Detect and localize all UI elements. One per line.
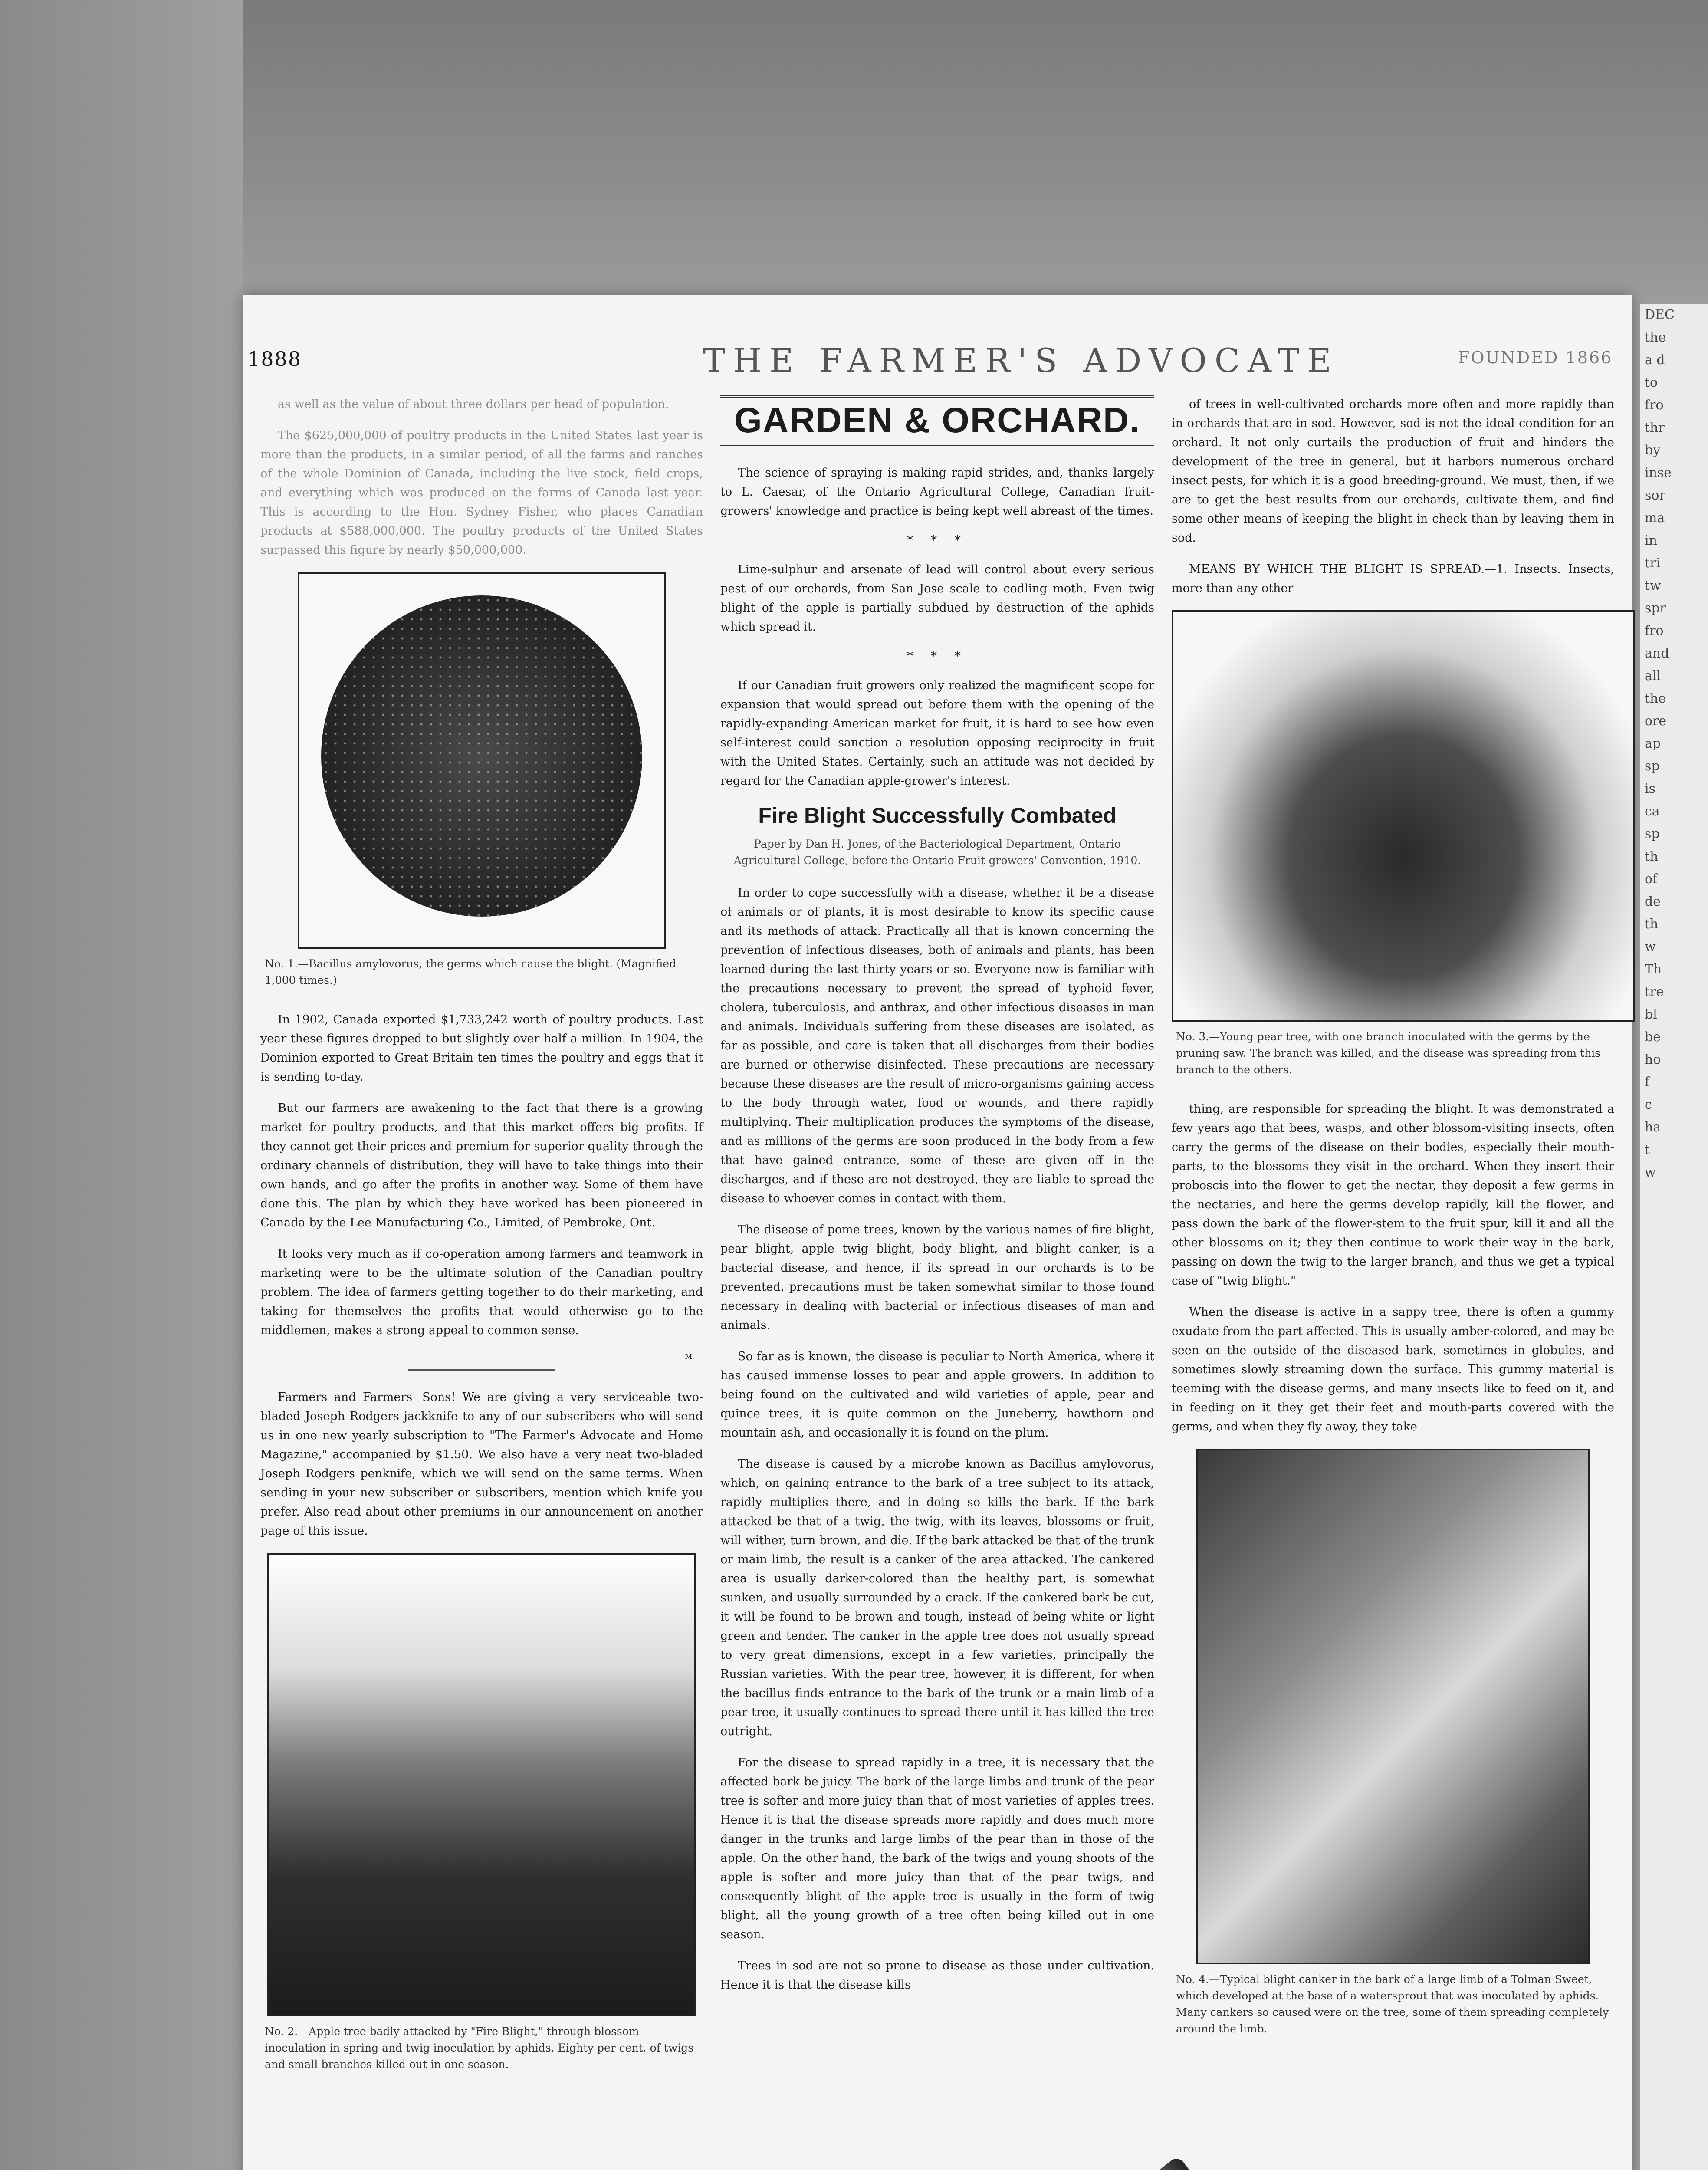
right-intro-paragraph: MEANS BY WHICH THE BLIGHT IS SPREAD.—1. Insects. Insects, more than any other <box>1172 562 1614 595</box>
newspaper-page <box>243 295 1632 2170</box>
page-number: 1888 <box>247 347 302 371</box>
middle-intro-paragraph: If our Canadian fruit growers only realized the magnificent scope for expansion that would spread out before them with the opening of the rapidly-expanding American market for fruit, it is hard to see how even self-interest could sanction a resolution opposing reciprocity in fruit with the United States. Certainly, such an attitude was not decided by regard for the Canadian apple-grower's interest. <box>720 679 1154 788</box>
adjacent-page-text-fragment: fro <box>1645 398 1664 413</box>
adjacent-page-text-fragment: a d <box>1645 352 1665 368</box>
right-column <box>1172 395 1614 2059</box>
figure-2-caption: No. 2.—Apple tree badly attacked by "Fire Blight," through blossom inoculation in spring and twig inoculation by aphids. Eighty per cent. of twigs and small branches killed out in one season. <box>265 2025 694 2071</box>
adjacent-page-text-fragment: sor <box>1645 488 1665 503</box>
adjacent-page-text-fragment: in <box>1645 533 1657 548</box>
adjacent-page-text-fragment: fro <box>1645 623 1664 638</box>
figure-3-pear-tree-photo <box>1172 610 1635 1022</box>
adjacent-page-text-fragment: is <box>1645 781 1655 796</box>
masthead: THE FARMER'S ADVOCATE <box>703 341 1339 380</box>
author-signature: M. <box>685 1352 694 1361</box>
adjacent-page-text-fragment: be <box>1645 1029 1661 1045</box>
adjacent-page-text-fragment: ho <box>1645 1052 1661 1067</box>
figure-3-caption: No. 3.—Young pear tree, with one branch inoculated with the germs by the pruning saw. The branch was killed, and the disease was spreading from this branch to the others. <box>1176 1030 1601 1076</box>
article-paragraph: The disease of pome trees, known by the various names of fire blight, pear blight, apple twig blight, body blight, and blight canker, is a bacterial disease, and hence, if its spread in our orchards is to be prevented, precautions must be taken somewhat similar to those found necessary in dealing with bacterial or infectious diseases of man and animals. <box>720 1223 1154 1332</box>
adjacent-page-text-fragment: DEC <box>1645 307 1675 322</box>
adjacent-page-text-fragment: Th <box>1645 962 1662 977</box>
adjacent-page-text-fragment: ma <box>1645 510 1665 526</box>
figure-1-caption: No. 1.—Bacillus amylovorus, the germs which cause the blight. (Magnified 1,000 times.) <box>265 957 677 986</box>
adjacent-page-fragment <box>1640 304 1708 2170</box>
separator-stars: * * * <box>907 649 968 663</box>
left-column <box>260 395 703 2094</box>
bacteria-dots <box>321 595 642 917</box>
adjacent-page-text-fragment: ap <box>1645 736 1661 751</box>
adjacent-page-text-fragment: th <box>1645 849 1659 864</box>
adjacent-page-text-fragment: tw <box>1645 578 1661 593</box>
left-body-paragraph: It looks very much as if co-operation among farmers and teamwork in marketing were to be the ultimate solution of the Canadian poultry problem. The idea of farmers getting together to do their marketing, and taking for themselves the profits that would otherwise go to the middlemen, makes a strong appeal to common sense. <box>260 1247 703 1337</box>
adjacent-page-text-fragment: ha <box>1645 1120 1661 1135</box>
adjacent-page-text-fragment: ore <box>1645 713 1667 729</box>
adjacent-page-text-fragment: c <box>1645 1097 1652 1112</box>
adjacent-page-text-fragment: and <box>1645 646 1669 661</box>
adjacent-page-text-fragment: all <box>1645 668 1661 684</box>
article-paragraph: Trees in sod are not so prone to disease as those under cultivation. Hence it is that the disease kills <box>720 1959 1154 1992</box>
figure-4-caption: No. 4.—Typical blight canker in the bark of a large limb of a Tolman Sweet, which developed at the base of a watersprout that was inoculated by aphids. Many cankers so caused were on the tree, some of them spreading completely around the limb. <box>1176 1973 1609 2035</box>
adjacent-page-text-fragment: de <box>1645 894 1661 909</box>
adjacent-page-text-fragment: inse <box>1645 465 1672 480</box>
right-body-paragraph: When the disease is active in a sappy tree, there is often a gummy exudate from the part affected. This is usually amber-colored, and may be seen on the outside of the diseased bark, sometimes in globules, and sometimes slowly streaming down the surface. This gummy material is teeming with the disease germs, and many insects like to feed on it, and in feeding on it they get their feet and mouth-parts covered with the germs, and when they fly away, they take <box>1172 1305 1614 1434</box>
adjacent-page-text-fragment: thr <box>1645 420 1665 435</box>
right-body-paragraph: thing, are responsible for spreading the blight. It was demonstrated a few years ago that bees, wasps, and other blossom-visiting insects, often carry the germs of the disease on their bodies, especially their mouth-parts, to the blossoms they visit in the orchard. When they insert their proboscis into the flower to get the nectar, they deposit a few germs in the nectaries, and here the germs develop rapidly, kill the flower, and pass down the bark of the flower-stem to the fruit spur, kill it and all the other blossoms on it; they then continue to work their way in the bark, passing on down the twig to the larger branch, and thus we get a typical case of "twig blight." <box>1172 1102 1614 1288</box>
adjacent-page-text-fragment: w <box>1645 1165 1656 1180</box>
adjacent-page-text-fragment: spr <box>1645 601 1666 616</box>
adjacent-page-text-fragment: sp <box>1645 759 1660 774</box>
article-paragraph: In order to cope successfully with a disease, whether it be a disease of animals or of plants, it is most desirable to know its specific cause and its methods of attack. Practically all that is known concerning the prevention of infectious diseases, both of animals and plants, has been learned during the last thirty years or so. Everyone now is familiar with the precautions necessary to prevent the spread of typhoid fever, cholera, tuberculosis, and anthrax, and other infectious diseases in man and animals. Individuals suffering from these diseases are isolated, as far as possible, and care is taken that all discharges from their bodies are burned or otherwise disinfected. These precautions are necessary because these diseases are the result of micro-organisms gaining access to the body through water, food or wounds, and there rapidly multiplying. Their multiplication produces the symptoms of the disease, and as millions of the germs are soon produced in the body from a few that have gained entrance, some of these are given off in the discharges, and if these are not destroyed, they are liable to spread the disease to whoever comes in contact with them. <box>720 886 1154 1205</box>
adjacent-page-text-fragment: of <box>1645 871 1658 887</box>
premium-paragraph: Farmers and Farmers' Sons! We are giving a very serviceable two-bladed Joseph Rodgers jackknife to any of our subscribers who will send us in one new yearly subscription to "The Farmer's Advocate and Home Magazine," accompanied by $1.50. We also have a very neat two-bladed Joseph Rodgers penknife, which we will send on the same terms. When sending in your new subscriber or subscribers, mention which knife you prefer. Also read about other premiums in our announcement on another page of this issue. <box>260 1391 703 1538</box>
figure-4-canker-photo <box>1196 1449 1590 1964</box>
adjacent-page-text-fragment: ca <box>1645 804 1660 819</box>
left-intro-paragraph: The $625,000,000 of poultry products in the United States last year is more than the products, in a similar period, of all the farms and ranches of the whole Dominion of Canada, including the live stock, field crops, and everything which was produced on the farms of Canada last year. This is according to the Hon. Sydney Fisher, who places Canadian products at $588,000,000. The poultry products of the United States surpassed this figure by nearly $50,000,000. <box>260 429 703 557</box>
adjacent-page-text-fragment: w <box>1645 939 1656 954</box>
article-byline: Paper by Dan H. Jones, of the Bacteriological Department, Ontario Agricultural College, before the Ontario Fruit-growers' Convention, 1910. <box>733 838 1141 867</box>
dateline: FOUNDED 1866 <box>1458 348 1613 367</box>
section-title-garden-orchard: GARDEN & ORCHARD. <box>720 395 1154 446</box>
adjacent-page-text-fragment: sp <box>1645 826 1660 842</box>
scan-shadow-top <box>0 0 1708 304</box>
separator-stars: * * * <box>907 533 968 547</box>
article-paragraph: For the disease to spread rapidly in a tree, it is necessary that the affected bark be juicy. The bark of the large limbs and trunk of the pear tree is softer and more juicy than that of most varieties of apples trees. Hence it is that the disease spreads more rapidly and does much more danger in the trunks and large limbs of the pear than in those of the apple. On the other hand, the bark of the twigs and young shoots of the apple is softer and more juicy than that of the pear twigs, and consequently blight of the apple tree is usually in the form of twig blight, all the young growth of a tree often being killed out in one season. <box>720 1756 1154 1941</box>
middle-column <box>720 395 1154 2007</box>
adjacent-page-text-fragment: bl <box>1645 1007 1657 1022</box>
article-title-fire-blight: Fire Blight Successfully Combated <box>758 803 1117 828</box>
section-rule <box>408 1369 555 1371</box>
article-paragraph: So far as is known, the disease is peculiar to North America, where it has caused immense losses to pear and apple growers. In addition to being found on the cultivated and wild varieties of apple, pear and quince trees, it is quite common on the Juneberry, hawthorn and mountain ash, and occasionally it is found on the plum. <box>720 1350 1154 1440</box>
right-intro-paragraph: of trees in well-cultivated orchards more often and more rapidly than in orchards that are in sod. However, sod is not the ideal condition for an orchard. It not only curtails the production of fruit and hinders the development of the tree in general, but it harbors numerous orchard insect pests, for which it is a good breeding-ground. We must, then, if we are to get the best results from our orchards, cultivate them, and find some other means of keeping the blight in check than by leaving them in sod. <box>1172 398 1614 545</box>
left-intro-paragraph: as well as the value of about three dollars per head of population. <box>278 398 669 411</box>
middle-intro-paragraph: Lime-sulphur and arsenate of lead will control about every serious pest of our orchards, from San Jose scale to codling moth. Even twig blight of the apple is partially subdued by destruction of the aphids which spread it. <box>720 563 1154 634</box>
adjacent-page-text-fragment: f <box>1645 1075 1650 1090</box>
adjacent-page-text-fragment: t <box>1645 1142 1650 1157</box>
figure-2-apple-tree-photo <box>267 1553 696 2016</box>
page-header <box>243 339 1632 386</box>
article-paragraph: The disease is caused by a microbe known as Bacillus amylovorus, which, on gaining entrance to the bark of a tree subject to its attack, rapidly multiplies there, and in doing so kills the bark. If the bark attacked be that of a twig, the twig, with its leaves, blossoms or fruit, will wither, turn brown, and die. If the bark attacked be that of the trunk or main limb, the result is a canker of the area attacked. The cankered area is usually darker-colored than the healthy part, is somewhat sunken, and usually surrounded by a crack. If the cankered bark be cut, it will be found to be brown and tough, instead of being white or light green and tender. The canker in the apple tree does not usually spread to very great dimensions, except in a few varieties, principally the Russian varieties. With the pear tree, however, it is different, for when the bacillus finds entrance to the bark of the trunk or a main limb of a pear tree, it usually continues to spread there until it has killed the tree outright. <box>720 1457 1154 1738</box>
adjacent-page-text-fragment: tri <box>1645 556 1660 571</box>
adjacent-page-text-fragment: to <box>1645 375 1658 390</box>
left-body-paragraph: In 1902, Canada exported $1,733,242 worth of poultry products. Last year these figures dropped to but slightly over half a million. In 1904, the Dominion exported to Great Britain ten times the poultry and eggs that it is sending to-day. <box>260 1013 703 1084</box>
adjacent-page-text-fragment: by <box>1645 443 1661 458</box>
adjacent-page-text-fragment: tre <box>1645 984 1664 1000</box>
adjacent-page-text-fragment: the <box>1645 330 1666 345</box>
adjacent-page-text-fragment: the <box>1645 691 1666 706</box>
left-body-paragraph: But our farmers are awakening to the fact that there is a growing market for poultry products, and that this market offers big profits. If they cannot get their prices and premium for superior quality through the ordinary channels of distribution, they will have to take things into their own hands, and go after the profits in another way. Some of them have done this. The plan by which they have worked has been pioneered in Canada by the Lee Manufacturing Co., Limited, of Pembroke, Ont. <box>260 1101 703 1230</box>
adjacent-page-text-fragment: th <box>1645 917 1659 932</box>
figure-1-bacillus-photo <box>298 572 666 949</box>
middle-intro-paragraph: The science of spraying is making rapid strides, and, thanks largely to L. Caesar, of the Ontario Agricultural College, Canadian fruit-growers' knowledge and practice is being kept well abreast of the times. <box>720 466 1154 518</box>
scan-shadow-left <box>0 0 243 2170</box>
